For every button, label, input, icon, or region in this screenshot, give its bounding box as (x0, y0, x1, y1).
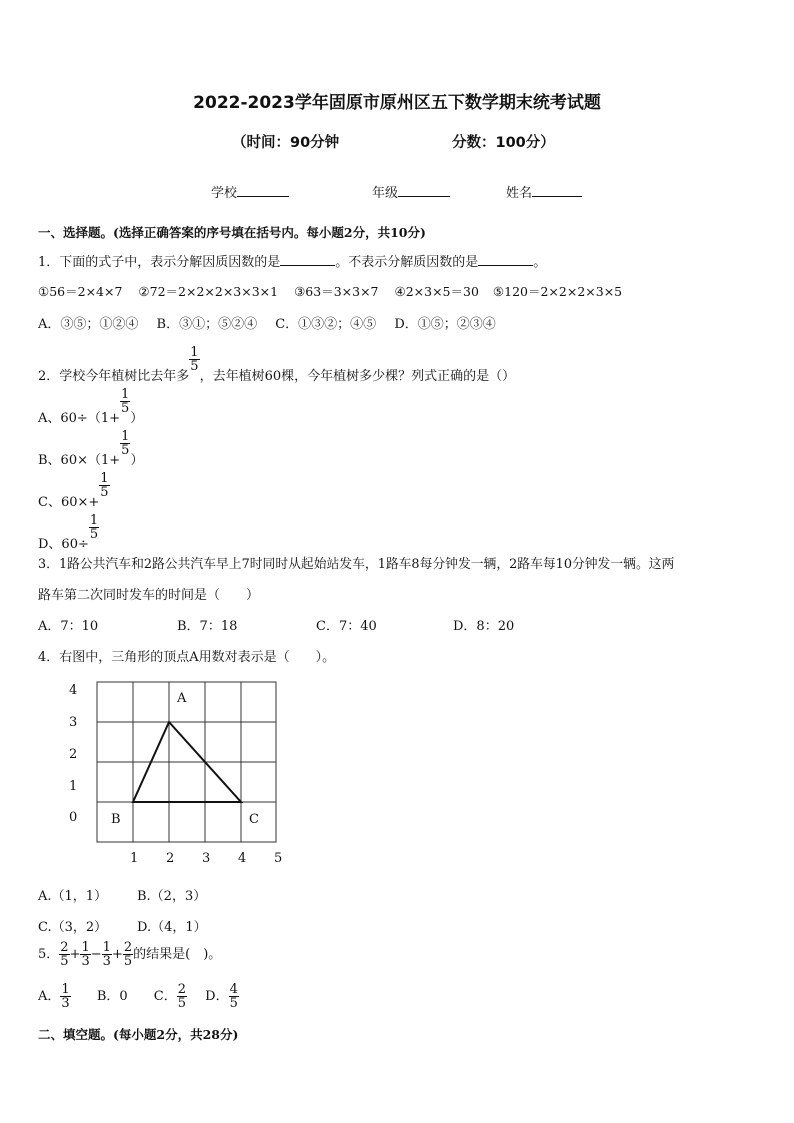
q5-f4-den: 5 (123, 954, 133, 969)
school-blank[interactable] (237, 184, 289, 197)
q1-option-d[interactable]: D．①⑤；②③④ (394, 317, 496, 332)
y-label-2: 2 (69, 747, 78, 762)
q5-f2-num: 1 (81, 940, 90, 955)
x-label-3: 3 (202, 851, 211, 866)
q2-option-c[interactable] (38, 471, 110, 510)
q5-option-c-num: 2 (177, 982, 187, 997)
x-label-2: 2 (166, 851, 175, 866)
q1-option-c[interactable]: C．①③②；④⑤ (275, 317, 377, 332)
school-field (211, 182, 289, 201)
y-label-1: 1 (69, 779, 78, 794)
section1-heading: 一、选择题。(选择正确答案的序号填在括号内。每小题2分，共10分) (38, 225, 426, 240)
q5-options (38, 983, 239, 1010)
q2-option-c-numerator: 1 (100, 471, 109, 486)
q4-option-a[interactable]: A.（1，1） (38, 889, 108, 904)
q2-stem-part2: ，去年植树60棵，今年植树多少棵？列式正确的是（） (199, 369, 516, 384)
q5-option-d-num: 4 (229, 982, 238, 997)
q4-option-c[interactable]: C.（3，2） (38, 920, 108, 935)
q5-fraction-1 (59, 941, 69, 968)
q2-option-a-close: ） (130, 411, 144, 426)
exam-time: （时间：90分钟 (232, 135, 340, 151)
q5-fraction-3 (102, 941, 112, 968)
q5-option-d[interactable] (205, 982, 239, 1011)
q3-option-d[interactable]: D．8：20 (453, 619, 515, 634)
q4-coordinate-grid (60, 678, 300, 868)
q2-option-d[interactable] (38, 513, 99, 552)
name-field (506, 182, 582, 201)
q1-option-b[interactable]: B．③①；⑤②④ (156, 317, 258, 332)
q4-option-d[interactable]: D.（4，1） (137, 920, 207, 935)
q5-option-c-label: C． (153, 989, 177, 1004)
q2-option-b[interactable] (38, 429, 144, 468)
q1-item-3: ③63＝3×3×7 (294, 284, 379, 299)
q5-f3-den: 3 (102, 954, 111, 969)
q1-blank-2[interactable] (478, 253, 533, 266)
q1-stem (38, 251, 546, 270)
grade-field (372, 182, 450, 201)
q5-f1-num: 2 (60, 940, 69, 955)
q5-option-a-num: 1 (61, 982, 70, 997)
q1-item-5: ⑤120＝2×2×2×3×5 (492, 284, 623, 299)
q5-option-a[interactable] (38, 982, 71, 1011)
q2-option-a-denominator: 5 (121, 401, 130, 416)
q5-fraction-2 (80, 941, 90, 968)
q2-option-c-text: C、60×+ (38, 495, 100, 510)
q3-stem-line1: 3．1路公共汽车和2路公共汽车早上7时同时从起始站发车，1路车8每分钟发一辆，2路车每10分钟发一辆。这两 (38, 557, 675, 572)
q3-stem-line2: 路车第二次同时发车的时间是（ ） (38, 588, 260, 603)
y-label-3: 3 (69, 715, 78, 730)
q1-item-4: ④2×3×5＝30 (394, 284, 479, 299)
name-label: 姓名 (506, 186, 533, 201)
q1-blank-1[interactable] (280, 253, 335, 266)
grade-label: 年级 (372, 186, 399, 201)
q5-fraction-4 (123, 941, 133, 968)
q2-option-d-numerator: 1 (89, 513, 99, 528)
q1-stem-part3: 。 (533, 255, 547, 270)
q5-stem (38, 941, 221, 968)
q2-option-d-denominator: 5 (89, 527, 99, 542)
q5-option-c[interactable] (153, 982, 187, 1011)
q1-item-2: ②72＝2×2×2×3×3×1 (138, 284, 279, 299)
school-label: 学校 (211, 186, 238, 201)
q2-option-b-close: ） (130, 453, 144, 468)
y-label-4: 4 (69, 683, 78, 698)
q5-tail: 的结果是( )。 (133, 947, 222, 962)
q5-f2-den: 3 (81, 954, 90, 969)
y-label-0: 0 (69, 810, 78, 825)
q5-option-b[interactable]: B．0 (96, 989, 128, 1004)
q2-option-b-denominator: 5 (121, 443, 130, 458)
q5-number: 5． (38, 947, 60, 962)
q2-stem-part1: 2．学校今年植树比去年多 (38, 369, 190, 384)
point-a-label: A (177, 691, 187, 706)
grade-blank[interactable] (398, 184, 450, 197)
exam-score: 分数：100分） (452, 135, 555, 151)
q5-op-1: + (69, 947, 81, 962)
q5-op-3: + (111, 947, 123, 962)
q1-item-1: ①56＝2×4×7 (38, 284, 123, 299)
page-title: 2022-2023学年固原市原州区五下数学期末统考试题 (193, 93, 601, 113)
q5-option-d-label: D． (205, 989, 229, 1004)
q1-option-a[interactable]: A．③⑤；①②④ (38, 317, 139, 332)
q2-option-c-denominator: 5 (100, 485, 109, 500)
q5-f3-num: 1 (102, 940, 111, 955)
q5-op-2: − (90, 947, 102, 962)
x-label-1: 1 (130, 851, 139, 866)
q1-options (38, 313, 496, 332)
point-c-label: C (249, 812, 259, 827)
q2-fraction-denominator: 5 (190, 359, 199, 374)
q2-fraction-numerator: 1 (190, 345, 199, 360)
q2-option-d-text: D、60÷ (38, 537, 89, 552)
q5-option-a-den: 3 (61, 996, 70, 1011)
q5-option-c-den: 5 (177, 996, 187, 1011)
point-b-label: B (111, 812, 121, 827)
q2-option-a[interactable] (38, 387, 144, 426)
q2-stem (38, 345, 516, 384)
q2-fraction (189, 346, 199, 373)
x-label-5: 5 (274, 851, 283, 866)
q3-option-b[interactable]: B．7：18 (177, 619, 238, 634)
q5-f4-num: 2 (123, 940, 133, 955)
q5-option-a-label: A． (38, 989, 61, 1004)
q3-option-a[interactable]: A．7：10 (38, 619, 99, 634)
q2-option-a-numerator: 1 (121, 387, 130, 402)
q4-stem: 4．右图中，三角形的顶点A用数对表示是（ ）。 (38, 650, 336, 665)
q1-items (38, 282, 622, 300)
q2-option-a-text: A、60÷（1+ (38, 411, 120, 426)
q5-f1-den: 5 (60, 954, 69, 969)
q5-option-d-den: 5 (229, 996, 238, 1011)
q4-option-b[interactable]: B.（2，3） (137, 889, 207, 904)
q1-stem-part1: 1．下面的式子中，表示分解因质因数的是 (38, 255, 281, 270)
q2-option-b-numerator: 1 (121, 429, 130, 444)
q1-stem-part2: 。不表示分解质因数的是 (335, 255, 479, 270)
section2-heading: 二、填空题。(每小题2分，共28分) (38, 1027, 239, 1042)
q3-option-c[interactable]: C．7：40 (316, 619, 377, 634)
x-label-4: 4 (238, 851, 247, 866)
q2-option-b-text: B、60×（1+ (38, 453, 121, 468)
name-blank[interactable] (532, 184, 582, 197)
